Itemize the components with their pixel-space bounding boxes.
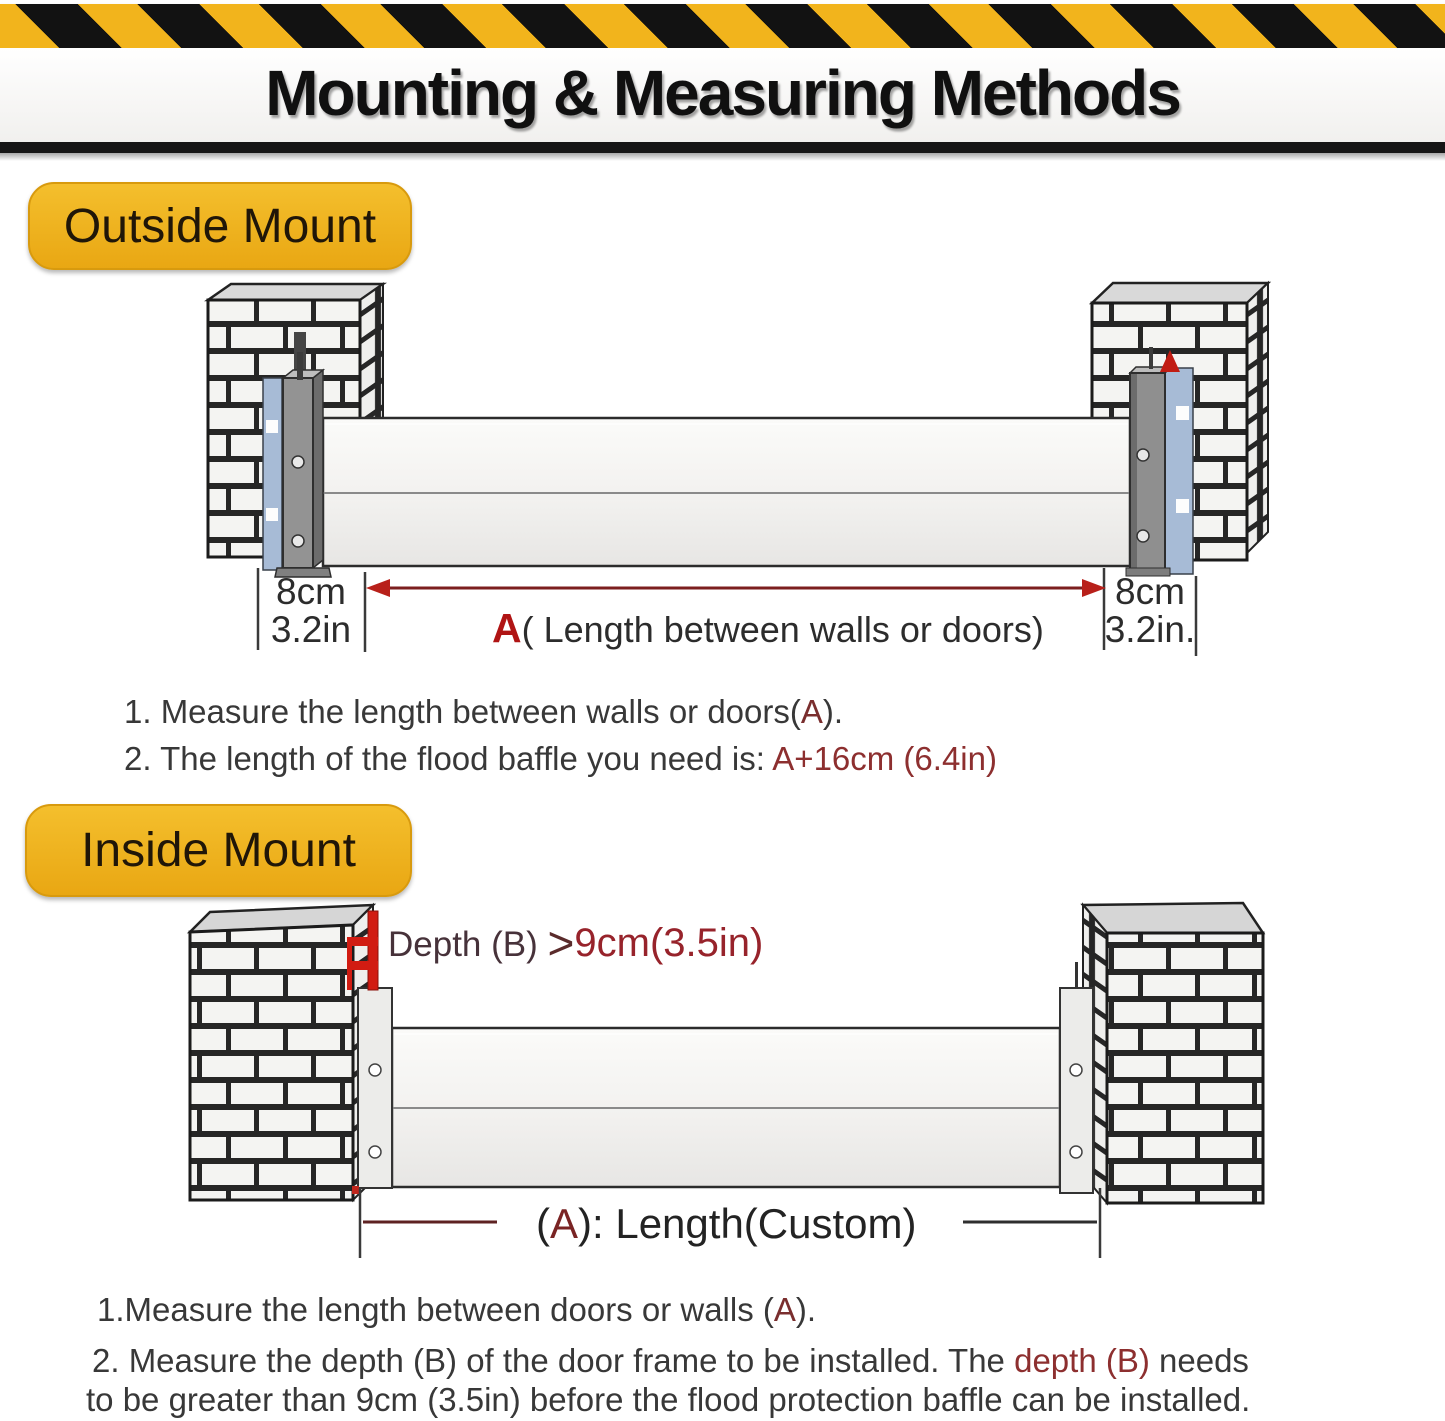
right-overlap-cm: 8cm [1115,571,1185,612]
left-mounting-bracket [263,352,331,577]
right-overlap-inch: 3.2in. [1104,609,1196,650]
header-divider [0,142,1445,153]
right-mounting-bracket [1126,347,1193,576]
flood-barrier-panel [323,418,1130,566]
inside-step-2-continued: to be greater than 9cm (3.5in) before the flood protection baffle can be installed. [86,1381,1251,1418]
depth-requirement-label: Depth (B) >9cm(3.5in) [388,917,764,969]
left-brick-pillar [190,905,373,1200]
span-length-label [492,605,1044,652]
right-seal-rail [1165,368,1193,574]
header-divider-shadow [0,153,1445,161]
outside-mount-badge: Outside Mount [28,182,412,270]
outside-step-2: 2. The length of the flood baffle you need is: A+16cm (6.4in) [124,740,997,777]
hazard-stripe-banner [0,4,1445,48]
page-title: Mounting & Measuring Methods [265,57,1180,129]
locking-pin [297,352,303,380]
inside-mount-badge: Inside Mount [25,804,412,897]
left-overlap-cm: 8cm [276,571,346,612]
inside-step-2: 2. Measure the depth (B) of the door frame to be installed. The depth (B) needs [92,1342,1249,1379]
locking-pin [1149,347,1153,369]
locking-pin [1075,962,1078,988]
right-mounting-bracket [1060,962,1093,1193]
span-rest: ( Length between walls or doors) [521,609,1044,650]
span-a: A [492,605,522,651]
left-mounting-bracket [352,962,392,1194]
left-overlap-inch: 3.2in [270,609,352,650]
flood-barrier-panel [392,1028,1060,1187]
right-brick-pillar [1083,903,1263,1203]
left-seal-rail [263,378,282,570]
outside-step-1: 1. Measure the length between walls or doors(A). [124,693,844,730]
length-arrow [366,579,1106,597]
inside-step-1: 1.Measure the length between doors or walls (A). [97,1291,817,1328]
custom-length-label: (A): Length(Custom) [536,1200,917,1247]
required-length-formula: A+16cm (6.4in) [772,740,997,777]
